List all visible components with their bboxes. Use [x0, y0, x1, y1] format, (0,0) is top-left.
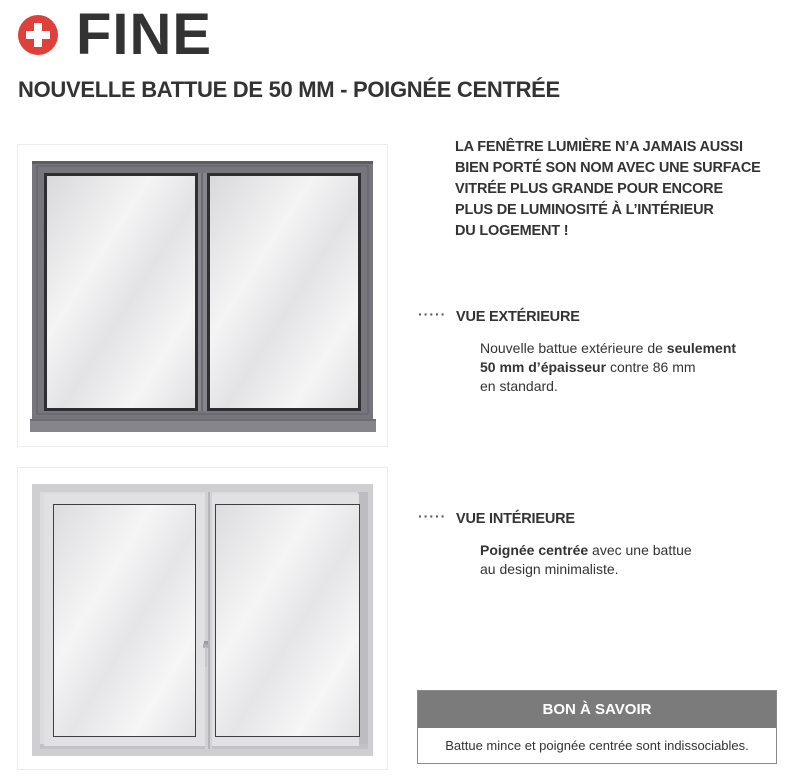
- exterior-window-image: [17, 144, 388, 447]
- intro-line: DU LOGEMENT !: [455, 223, 569, 239]
- section-body-exterior: Nouvelle battue extérieure de seulement 50 mm d’épaisseur contre 86 mm en standard.: [480, 340, 737, 394]
- brand-title: FINE: [76, 2, 213, 67]
- good-to-know-title: BON À SAVOIR: [418, 691, 776, 728]
- section-title-interior: VUE INTÉRIEURE: [456, 511, 575, 527]
- page-subtitle: NOUVELLE BATTUE DE 50 MM - POIGNÉE CENTRÉE: [18, 77, 560, 102]
- interior-window-illustration: [18, 468, 387, 769]
- section-title-exterior: VUE EXTÉRIEURE: [456, 309, 580, 325]
- swiss-cross-icon: [18, 15, 58, 55]
- intro-line: BIEN PORTÉ SON NOM AVEC UNE SURFACE: [455, 160, 761, 176]
- good-to-know-text: Battue mince et poignée centrée sont indissociables.: [445, 738, 749, 753]
- dotted-leader-icon: ·····: [418, 306, 447, 322]
- dotted-leader-icon: ·····: [418, 508, 447, 524]
- interior-window-image: [17, 467, 388, 770]
- section-body-interior: Poignée centrée avec une battue au design minimaliste.: [480, 542, 692, 577]
- intro-text: [455, 137, 785, 242]
- good-to-know-box: [417, 690, 777, 764]
- intro-line: PLUS DE LUMINOSITÉ À L’INTÉRIEUR: [455, 202, 714, 218]
- intro-line: VITRÉE PLUS GRANDE POUR ENCORE: [455, 181, 723, 197]
- intro-line: LA FENÊTRE LUMIÈRE N’A JAMAIS AUSSI: [455, 139, 743, 155]
- exterior-window-illustration: [18, 145, 387, 446]
